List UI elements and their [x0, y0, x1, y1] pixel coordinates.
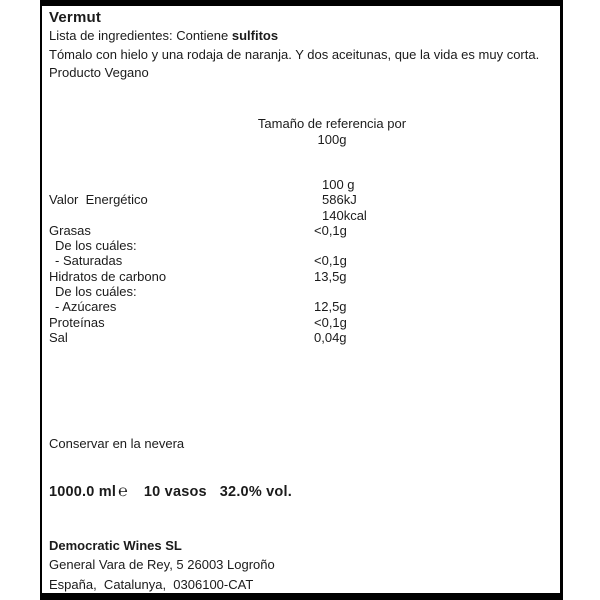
- nutrition-row-fat: [49, 223, 554, 238]
- nutrition-row-sugars: [49, 299, 554, 314]
- nutrient-value: 12,5g: [314, 299, 347, 315]
- estimated-sign: ℮: [118, 483, 128, 500]
- nutrition-row-carbs: [49, 269, 554, 284]
- nutrient-label: Grasas: [49, 222, 91, 238]
- nutrient-label: - Saturadas: [55, 253, 123, 269]
- nutrition-column-header: 100 g: [322, 177, 355, 192]
- nutrient-value: 13,5g: [314, 268, 347, 284]
- volume-value: 1000.0 ml: [49, 484, 117, 500]
- storage-note: Conservar en la nevera: [49, 436, 185, 451]
- nutrition-row-energy-kcal: [49, 208, 554, 223]
- nutrient-label: Sal: [49, 329, 68, 345]
- allergen-name: sulfitos: [231, 28, 279, 43]
- nutrient-value: <0,1g: [314, 253, 347, 269]
- nutrition-row-salt: [49, 330, 554, 345]
- nutrient-label: De los cuáles:: [55, 238, 137, 254]
- nutrition-row-ofwhich-2: [49, 284, 554, 299]
- nutrition-table: [49, 177, 554, 345]
- nutrient-label: De los cuáles:: [55, 284, 137, 300]
- producer-region: España, Catalunya, 0306100-CAT: [49, 576, 254, 592]
- servings-count: 10 vasos: [143, 484, 207, 500]
- bottom-border-bar: [40, 593, 563, 600]
- ingredients-line: [49, 27, 557, 46]
- nutrient-label: Hidratos de carbono: [49, 268, 167, 284]
- producer-address: General Vara de Rey, 5 26003 Logroño: [49, 557, 275, 573]
- serving-reference: [192, 116, 472, 148]
- header-block: [49, 8, 557, 83]
- nutrient-label: Proteínas: [49, 314, 105, 330]
- nutrient-label: - Azúcares: [55, 299, 117, 315]
- label-frame: [40, 0, 563, 600]
- producer-name: Democratic Wines SL: [49, 538, 182, 553]
- nutrient-value: <0,1g: [314, 222, 347, 238]
- serving-reference-line1: Tamaño de referencia por: [257, 116, 407, 131]
- nutrition-row-protein: [49, 315, 554, 330]
- nutrient-value: 140kcal: [322, 207, 367, 223]
- serving-reference-line2: 100g: [317, 132, 347, 147]
- alcohol-content: 32.0% vol.: [219, 484, 292, 500]
- vegan-note: Producto Vegano: [49, 65, 149, 81]
- nutrition-row-ofwhich-1: [49, 238, 554, 253]
- nutrition-row-energy: [49, 192, 554, 207]
- nutrient-label: Valor Energético: [49, 192, 148, 208]
- producer-block: [49, 536, 275, 594]
- label-content: [40, 6, 563, 593]
- nutrient-value: 586kJ: [322, 192, 357, 208]
- nutrition-row-saturates: [49, 253, 554, 268]
- nutrient-value: <0,1g: [314, 314, 347, 330]
- quantity-line: [49, 483, 292, 501]
- nutrition-header-row: [49, 177, 554, 192]
- product-title: Vermut: [49, 9, 102, 26]
- nutrient-value: 0,04g: [314, 329, 347, 345]
- ingredients-prefix: Lista de ingredientes: Contiene: [49, 28, 232, 43]
- product-description: Tómalo con hielo y una rodaja de naranja. Y dos aceitunas, que la vida es muy corta.: [49, 46, 540, 62]
